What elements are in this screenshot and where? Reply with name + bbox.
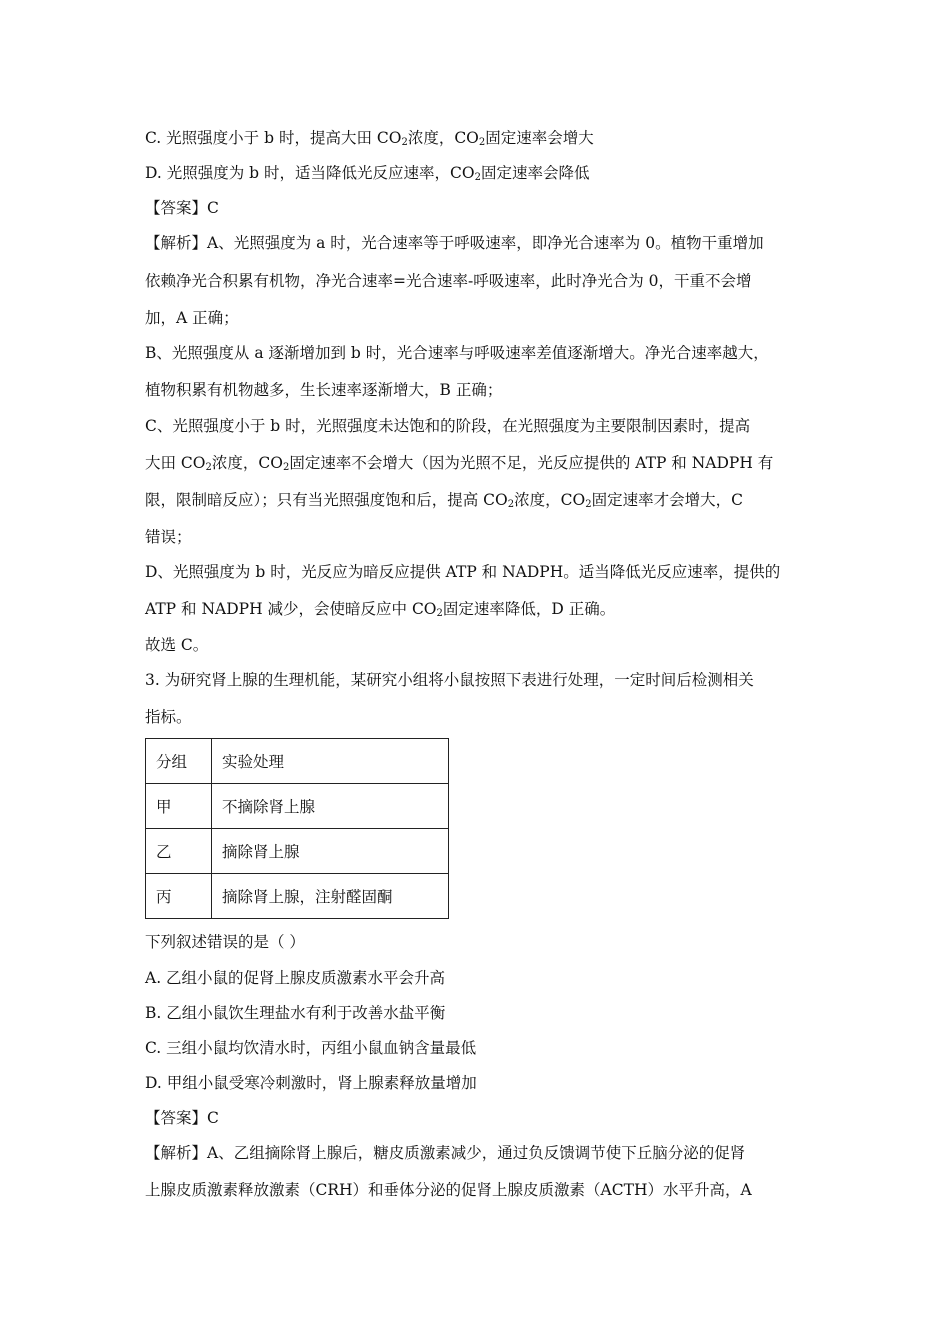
q2-option-d: D. 光照强度为 b 时，适当降低光反应速率，$CO_2$固定速率会降低	[145, 164, 590, 183]
q2-analysis-line: 依赖净光合积累有机物，净光合速率=光合速率-呼吸速率，此时净光合为 0，干重不会增	[145, 272, 752, 290]
q3-stem: 指标。	[145, 708, 192, 726]
table-cell: 乙	[146, 829, 212, 874]
q3-analysis-line: 上腺皮质激素释放激素（CRH）和垂体分泌的促肾上腺皮质激素（ACTH）水平升高，A	[145, 1181, 752, 1199]
table-row	[146, 874, 449, 919]
q3-option-b: B. 乙组小鼠饮生理盐水有利于改善水盐平衡	[145, 1004, 446, 1022]
q2-analysis-line: ATP 和 NADPH 减少，会使暗反应中 $CO_2$固定速率降低，D 正确。	[145, 600, 616, 619]
table-header-row	[146, 739, 449, 784]
table-cell: 摘除肾上腺，注射醛固酮	[212, 874, 449, 919]
table-cell: 不摘除肾上腺	[212, 784, 449, 829]
q2-option-c: C. 光照强度小于 b 时，提高大田 $CO_2$浓度，$CO_2$固定速率会增大	[145, 129, 594, 148]
q3-answer: 【答案】C	[145, 1109, 219, 1127]
q2-analysis-line: D、光照强度为 b 时，光反应为暗反应提供 ATP 和 NADPH。适当降低光反应速率，提供的	[145, 563, 781, 581]
table-row	[146, 784, 449, 829]
experiment-table	[145, 738, 449, 919]
table-cell: 摘除肾上腺	[212, 829, 449, 874]
q2-analysis-line: 植物积累有机物越多，生长速率逐渐增大，B 正确；	[145, 381, 503, 399]
q3-stem: 3. 为研究肾上腺的生理机能，某研究小组将小鼠按照下表进行处理，一定时间后检测相关	[145, 671, 754, 689]
table-cell: 甲	[146, 784, 212, 829]
q3-option-c: C. 三组小鼠均饮清水时，丙组小鼠血钠含量最低	[145, 1039, 477, 1057]
q2-analysis-line: 加，A 正确；	[145, 309, 239, 327]
q2-analysis-line: C、光照强度小于 b 时，光照强度未达饱和的阶段，在光照强度为主要限制因素时，提高	[145, 417, 751, 435]
q3-option-d: D. 甲组小鼠受寒冷刺激时，肾上腺素释放量增加	[145, 1074, 477, 1092]
q2-answer: 【答案】C	[145, 199, 219, 217]
q3-prompt: 下列叙述错误的是（ ）	[145, 933, 305, 951]
q2-analysis-conclusion: 故选 C。	[145, 636, 209, 654]
q2-analysis-line: 【解析】A、光照强度为 a 时，光合速率等于呼吸速率，即净光合速率为 0。植物干重增加	[145, 234, 764, 252]
table-row	[146, 829, 449, 874]
q2-analysis-line: 错误；	[145, 528, 192, 546]
table-header-cell: 分组	[146, 739, 212, 784]
q2-analysis-line: 限，限制暗反应）；只有当光照强度饱和后，提高 $CO_2$浓度，$CO_2$固定速率才会增大，C	[145, 491, 743, 510]
table-header-cell: 实验处理	[212, 739, 449, 784]
q3-option-a: A. 乙组小鼠的促肾上腺皮质激素水平会升高	[145, 969, 446, 987]
table-cell: 丙	[146, 874, 212, 919]
q2-analysis-line: 大田 $CO_2$浓度，$CO_2$固定速率不会增大（因为光照不足，光反应提供的 ATP 和 NADPH 有	[145, 454, 774, 473]
q3-analysis-line: 【解析】A、乙组摘除肾上腺后，糖皮质激素减少，通过负反馈调节使下丘脑分泌的促肾	[145, 1144, 746, 1162]
q2-analysis-line: B、光照强度从 a 逐渐增加到 b 时，光合速率与呼吸速率差值逐渐增大。净光合速率越大，	[145, 344, 769, 362]
